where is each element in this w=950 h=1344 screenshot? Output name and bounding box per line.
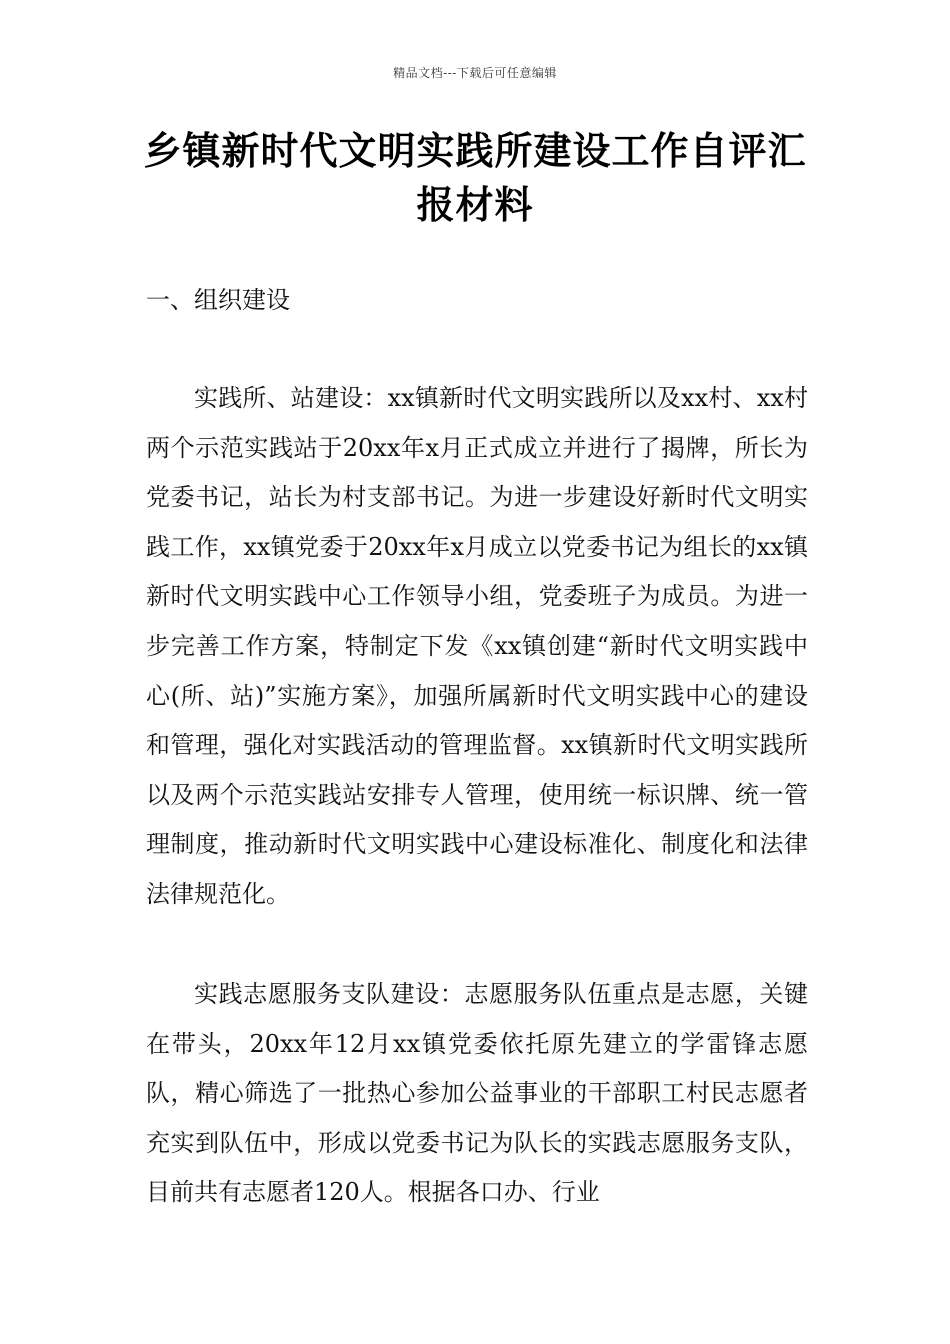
paragraph-practice-station: 实践所、站建设：xx镇新时代文明实践所以及xx村、xx村两个示范实践站于20xx年x月正式成立并进行了揭牌，所长为党委书记，站长为村支部书记。为进一步建设好新时代文明实践工作，xx镇党委于20xx年x月成立以党委书记为组长的xx镇新时代文明实践中心工作领导小组，党委班子为成员。为进一步完善工作方案，特制定下发《xx镇创建“新时代文明实践中心(所、站)”实施方案》，加强所属新时代文明实践中心的建设和管理，强化对实践活动的管理监督。xx镇新时代文明实践所以及两个示范实践站安排专人管理，使用统一标识牌、统一管理制度，推动新时代文明实践中心建设标准化、制度化和法律法律规范化。 xyxy=(146,384,808,908)
document-title: 乡镇新时代文明实践所建设工作自评汇报材料 xyxy=(143,129,807,227)
paragraph-volunteer-team: 实践志愿服务支队建设：志愿服务队伍重点是志愿，关键在带头，20xx年12月xx镇党委依托原先建立的学雷锋志愿队，精心筛选了一批热心参加公益事业的干部职工村民志愿者充实到队伍中，形成以党委书记为队长的实践志愿服务支队，目前共有志愿者120人。根据各口办、行业 xyxy=(146,980,808,1207)
header-note: 精品文档---下载后可任意编辑 xyxy=(393,66,557,80)
section-heading: 一、组织建设 xyxy=(146,286,290,314)
